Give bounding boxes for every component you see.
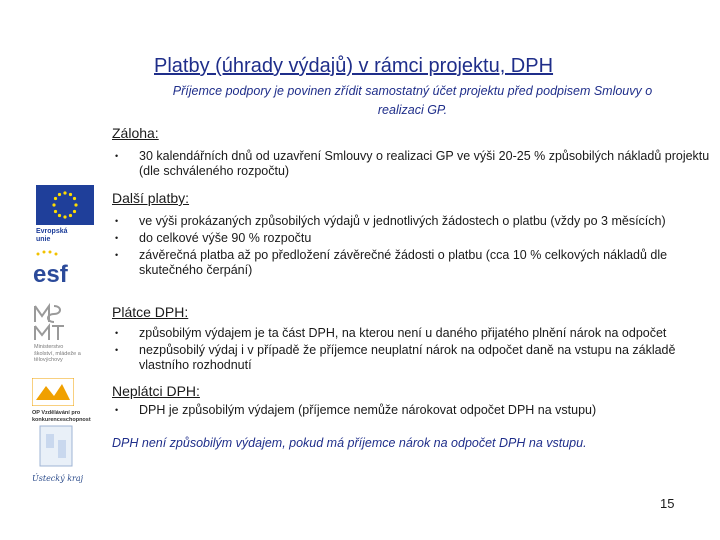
bullet-list: [112, 149, 712, 179]
list-item-text: závěrečná platba až po předložení závěrečné žádosti o platbu (cca 10 % celkových nákladů dle skutečného čerpání): [139, 248, 668, 277]
op-caption: OP Vzdělávání pro konkurenceschopnost: [32, 410, 91, 423]
slide-title: Platby (úhrady výdajů) v rámci projektu, DPH: [154, 55, 554, 77]
bullet-icon: •: [115, 328, 119, 338]
list-item-text: nezpůsobilý výdaj i v případě že příjemce neuplatní nárok na odpočet daně na vstupu na základě vlastního rozhodnutí: [139, 343, 676, 372]
list-item-text: do celkové výše 90 % rozpočtu: [139, 231, 312, 245]
ustecky-kraj-caption: Ústecký kraj: [32, 474, 84, 483]
msmt-logo: [32, 302, 68, 342]
op-logo: [32, 378, 74, 406]
section-heading: Plátce DPH:: [112, 304, 189, 320]
eu-caption-line1: Evropská: [36, 228, 68, 235]
list-item: [112, 149, 712, 179]
list-item: [112, 343, 712, 373]
ustecky-kraj-logo: [36, 422, 76, 472]
list-item: [112, 231, 712, 246]
bullet-list: [112, 403, 712, 418]
esf-logo: [32, 248, 72, 290]
svg-text:esf: esf: [33, 261, 68, 288]
bullet-icon: •: [115, 250, 119, 260]
section-heading: Záloha:: [112, 125, 159, 141]
bullet-icon: •: [115, 345, 119, 355]
section-heading: Další platby:: [112, 190, 190, 206]
bullet-icon: •: [115, 405, 119, 415]
list-item: [112, 326, 712, 341]
bullet-list: [112, 214, 712, 278]
slide-subtitle: Příjemce podpory je povinen zřídit samostatný účet projektu před podpisem Smlouvy o realizaci GP.: [172, 84, 653, 117]
section-dalsi-platby: [112, 190, 712, 280]
bullet-list: [112, 326, 712, 373]
eu-caption-line2: unie: [36, 236, 51, 243]
bullet-icon: •: [115, 216, 119, 226]
list-item-text: ve výši prokázaných způsobilých výdajů v jednotlivých žádostech o platbu (vždy po 3 měsících): [139, 214, 666, 228]
list-item-text: způsobilým výdajem je ta část DPH, na kterou není u daného přijatého plnění nárok na odpočet: [139, 326, 667, 340]
eu-flag-logo: [36, 185, 94, 225]
footer-note: DPH není způsobilým výdajem, pokud má příjemce nárok na odpočet DPH na vstupu.: [112, 436, 587, 450]
section-zaloha: [112, 125, 712, 181]
bullet-icon: •: [115, 233, 119, 243]
list-item: [112, 214, 712, 229]
section-platce-dph: [112, 304, 712, 375]
section-heading: Neplátci DPH:: [112, 383, 200, 399]
page-number: 15: [660, 496, 675, 511]
list-item: [112, 248, 712, 278]
list-item: [112, 403, 712, 418]
msmt-caption: Ministerstvo školství, mládeže a tělovýchovy: [34, 344, 81, 363]
bullet-icon: •: [115, 151, 119, 161]
list-item-text: 30 kalendářních dnů od uzavření Smlouvy o realizaci GP ve výši 20-25 % způsobilých nákladů projektu (dle schváleného rozpočtu): [139, 149, 710, 178]
section-neplatci-dph: [112, 383, 712, 420]
eu-caption: [36, 228, 68, 244]
eu-stars-icon: [36, 185, 94, 225]
list-item-text: DPH je způsobilým výdajem (příjemce nemůže nárokovat odpočet DPH na vstupu): [139, 403, 597, 417]
